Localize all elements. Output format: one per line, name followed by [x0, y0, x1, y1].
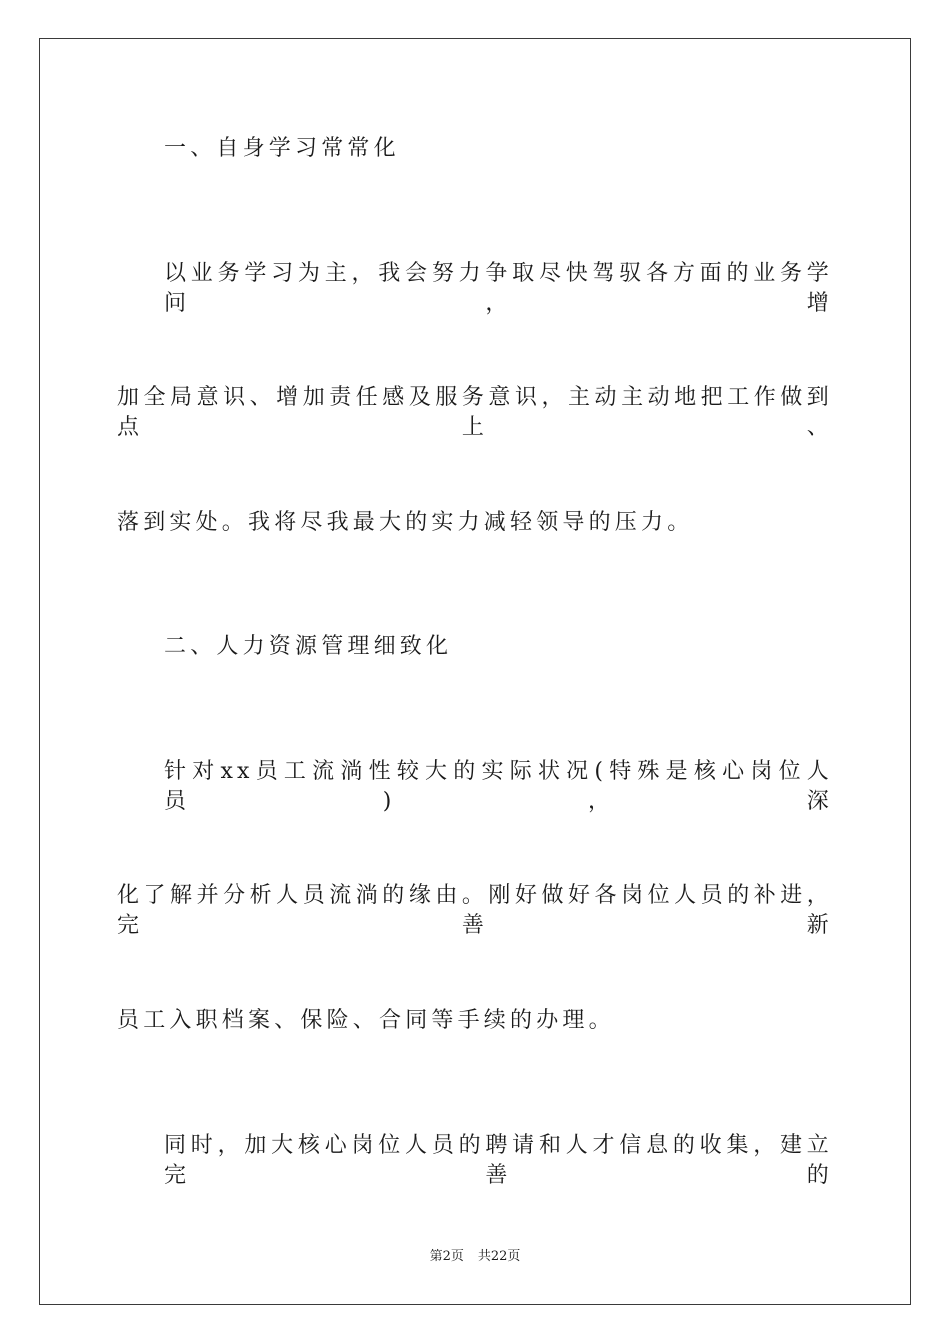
paragraph-line: 员工入职档案、保险、合同等手续的办理。 — [117, 1008, 615, 1033]
paragraph-line: 加全局意识、增加责任感及服务意识，主动主动地把工作做到点上、 — [117, 385, 833, 440]
paragraph-line: 以业务学习为主，我会努力争取尽快驾驭各方面的业务学问，增 — [164, 261, 833, 316]
paragraph-line: 落到实处。我将尽我最大的实力减轻领导的压力。 — [117, 510, 694, 535]
paragraph-line: 针对xx员工流淌性较大的实际状况(特殊是核心岗位人员)，深 — [164, 759, 833, 814]
page-number: 第2页 — [429, 1249, 464, 1264]
section-heading-2: 二、人力资源管理细致化 — [164, 634, 453, 659]
page-border — [39, 38, 911, 1305]
page-footer — [0, 1248, 950, 1266]
section-heading-1: 一、自身学习常常化 — [164, 136, 400, 161]
paragraph-line: 化了解并分析人员流淌的缘由。刚好做好各岗位人员的补进，完善新 — [117, 883, 833, 938]
page-total: 共22页 — [477, 1249, 521, 1264]
paragraph-line: 同时，加大核心岗位人员的聘请和人才信息的收集，建立完善的 — [164, 1133, 833, 1188]
